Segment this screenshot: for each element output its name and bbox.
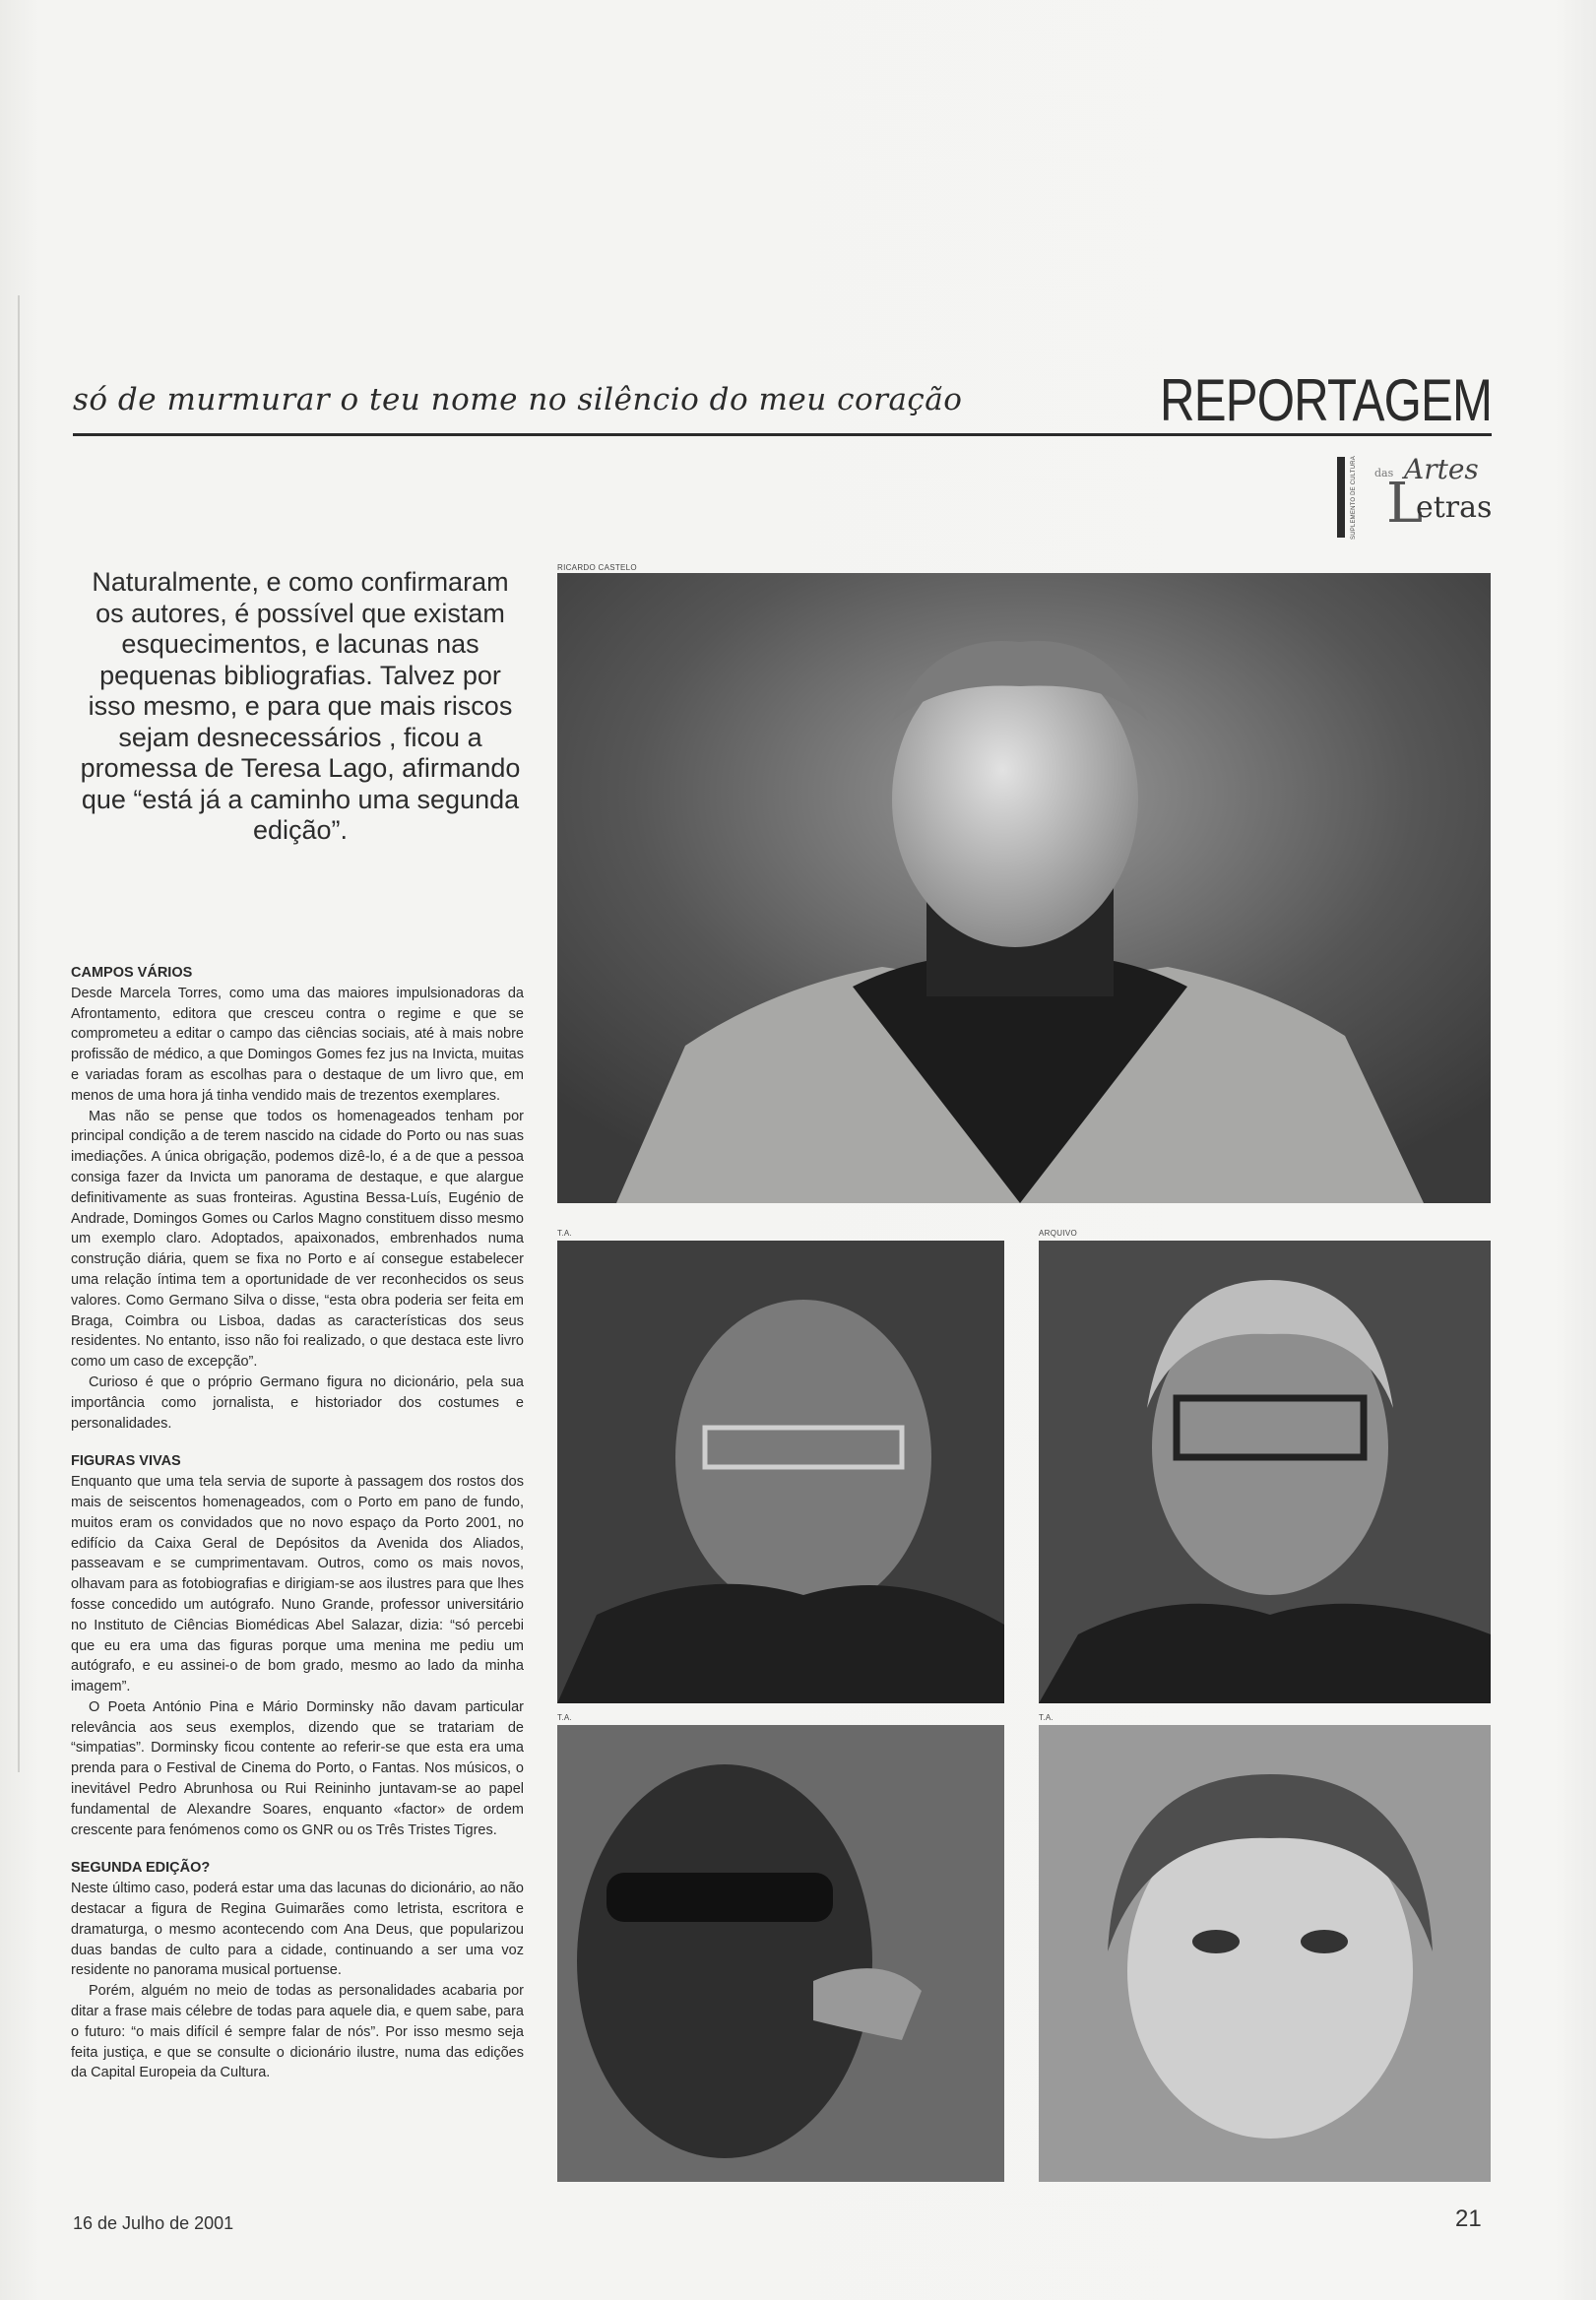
article-column bbox=[71, 963, 524, 2083]
photo-credit: T.A. bbox=[1039, 1713, 1053, 1722]
logo-das: das bbox=[1374, 467, 1394, 479]
article-paragraph: Enquanto que uma tela servia de suporte à passagem dos rostos dos mais de seiscentos homenageados, com o Porto em pano de fundo, muitos eram os convidados que no novo espaço da Porto 2001, no edifício da Caixa Geral de Depósitos da Avenida dos Aliados, passeavam e se cumprimentavam. Outros, como os mais novos, olhavam para as fotobiografias e dirigiam-se aos ilustres para que lhes fosse concedido um autógrafo. Nuno Grande, professor universitário no Instituto de Ciências Biomédicas Abel Salazar, dizia: “só percebi que eu era uma das figuras porque uma menina me pediu um autógrafo, e eu assinei-o de bom grado, mesmo ao lado da minha imagem”. bbox=[71, 1474, 524, 1695]
logo-vertical-text: SUPLEMENTO DE CULTURA bbox=[1351, 456, 1357, 540]
pull-quote: Naturalmente, e como confirmaram os autores, é possível que existam esquecimentos, e lacunas nas pequenas bibliografias. Talvez por isso mesmo, e para que mais riscos sejam desnecessários , ficou a promessa de Teresa Lago, afirmando que “está já a caminho uma segunda edição”. bbox=[80, 567, 521, 845]
logo-bar bbox=[1337, 457, 1345, 538]
article-paragraph: Neste último caso, poderá estar uma das lacunas do dicionário, ao não destacar a figura de Regina Guimarães como letrista, escritora e dramaturga, o mesmo acontecendo com Ana Deus, que popularizou duas bandas de culto para a cidade, continuando a ser uma voz residente no panorama musical portuense. bbox=[71, 1881, 524, 1979]
article-paragraph: Curioso é que o próprio Germano figura no dicionário, pela sua importância como jornalista, e historiador dos costumes e personalidades. bbox=[71, 1374, 524, 1432]
photo-credit: T.A. bbox=[557, 1229, 572, 1238]
footer-date: 16 de Julho de 2001 bbox=[73, 2213, 234, 2233]
portrait-photo-older-woman bbox=[1039, 1241, 1491, 1703]
header-rule bbox=[73, 433, 1492, 436]
logo-artes: Artes bbox=[1404, 453, 1479, 485]
header-tagline: só de murmurar o teu nome no silêncio do meu coração bbox=[73, 382, 963, 417]
subheading-figuras-vivas: FIGURAS VIVAS bbox=[71, 1453, 181, 1470]
main-portrait-photo bbox=[557, 573, 1491, 1203]
page-edge-shadow bbox=[18, 295, 20, 1772]
article-paragraph: Porém, alguém no meio de todas as personalidades acabaria por ditar a frase mais célebre de todas para aquele dia, e quem sabe, para o futuro: “o mais difícil é sempre falar de nós”. Por isso mesmo seja feita justiça, e que se consulte o dicionário ilustre, numa das edições da Capital Europeia da Cultura. bbox=[71, 1983, 524, 2081]
section-title: REPORTAGEM bbox=[1159, 367, 1492, 433]
portrait-photo-older-man bbox=[557, 1241, 1004, 1703]
logo-etras: etras bbox=[1416, 490, 1493, 525]
logo-letter: L bbox=[1386, 472, 1424, 536]
photo-credit: T.A. bbox=[557, 1713, 572, 1722]
subheading-segunda-edicao: SEGUNDA EDIÇÃO? bbox=[71, 1860, 211, 1877]
article-paragraph: Mas não se pense que todos os homenageados tenham por principal condição a de terem nascido na cidade do Porto ou nas suas imediações. A única obrigação, podemos dizê-lo, é a de que a pessoa consiga fazer da Invicta um panorama de destaque, e que alargue definitivamente as suas fronteiras. Agustina Bessa-Luís, Eugénio de Andrade, Domingos Gomes ou Carlos Magno constituem disso mesmo um exemplo claro. Adoptados, apaixonados, embrenhados numa construção diária, quem se fixa no Porto e aí consegue estabelecer uma relação íntima tem a oportunidade de ver reconhecidos os seus valores. Como Germano Silva o disse, “esta obra poderia ser feita em Braga, Coimbra ou Lisboa, dadas as características dos seus residentes. No entanto, isso não foi realizado, o que destaca este livro como um caso de excepção”. bbox=[71, 1108, 524, 1371]
photo-credit-main: RICARDO CASTELO bbox=[557, 563, 637, 572]
portrait-photo-woman bbox=[1039, 1725, 1491, 2182]
article-paragraph: Desde Marcela Torres, como uma das maiores impulsionadoras da Afrontamento, editora que cresceu contra o regime e que se comprometeu a editar o campo das ciências sociais, até à mais nobre profissão de médico, a que Domingos Gomes fez jus na Invicta, muitas e variadas foram as escolhas para o destaque de um livro que, em menos de uma hora já tinha vendido mais de trezentos exemplares. bbox=[71, 985, 524, 1104]
page-number: 21 bbox=[1455, 2205, 1482, 2232]
photo-credit: ARQUIVO bbox=[1039, 1229, 1077, 1238]
portrait-photo-man-sunglasses bbox=[557, 1725, 1004, 2182]
subheading-campos-varios: CAMPOS VÁRIOS bbox=[71, 965, 193, 981]
artes-letras-logo bbox=[1337, 453, 1495, 542]
article-paragraph: O Poeta António Pina e Mário Dorminsky não davam particular relevância aos seus exemplos, dizendo que se tratariam de “simpatias”. Dorminsky ficou contente ao referir-se que esta era uma prenda para o Festival de Cinema do Porto, o Fantas. Nos músicos, o inevitável Pedro Abrunhosa ou Rui Reininho juntavam-se ao papel fundamental de Alexandre Soares, enquanto «factor» de ordem crescente para fenómenos como os GNR ou os Três Tristes Tigres. bbox=[71, 1698, 524, 1838]
